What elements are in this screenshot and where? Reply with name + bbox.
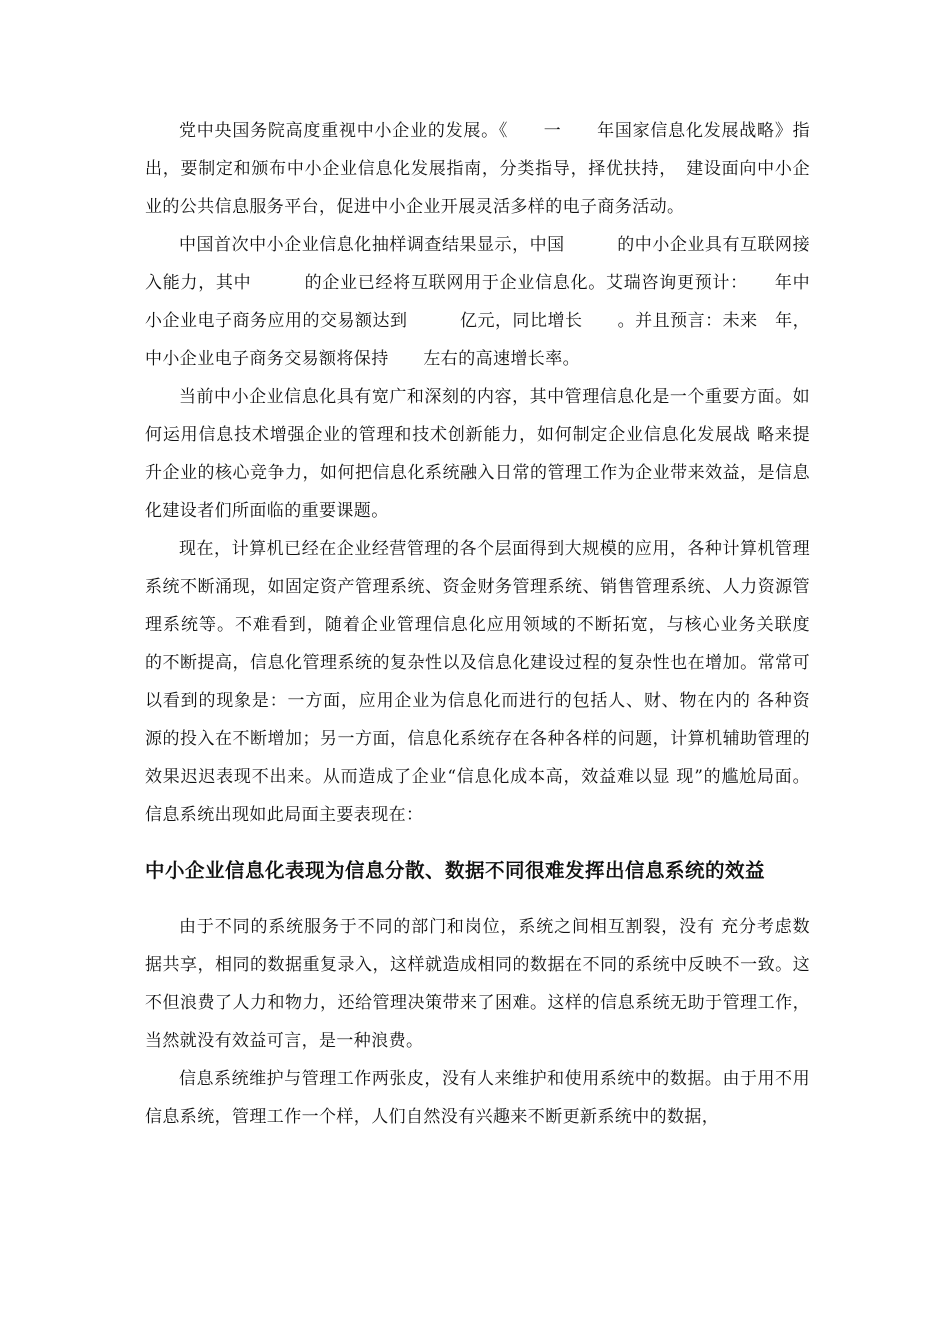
document-page xyxy=(145,112,810,1136)
paragraph-informatization-strategy: 党中央国务院高度重视中小企业的发展。《 一 年国家信息化发展战略》指出，要制定和颁布中小企业信息化发展指南，分类指导，择优扶持， 建设面向中小企业的公共信息服务平台，促进中小企业开展灵活多样的电子商务活动。 xyxy=(145,121,810,217)
paragraph-computer-systems: 现在，计算机已经在企业经营管理的各个层面得到大规模的应用，各种计算机管理系统不断涌现，如固定资产管理系统、资金财务管理系统、销售管理系统、人力资源管理系统等。不难看到，随着企业管理信息化应用领域的不断拓宽，与核心业务关联度 的不断提高，信息化管理系统的复杂性以及信息化建设过程的复杂性也在增加。常常可以看到的现象是：一方面，应用企业为信息化而进行的包括人、财、物在内的 各种资源的投入在不断增加；另一方面，信息化系统存在各种各样的问题，计算机辅助管理的效果迟迟表现不出来。从而造成了企业“信息化成本高，效益难以显 现”的尴尬局面。信息系统出现如此局面主要表现在： xyxy=(145,539,810,825)
paragraph-data-fragmentation: 由于不同的系统服务于不同的部门和岗位，系统之间相互割裂，没有 充分考虑数据共享，相同的数据重复录入，这样就造成相同的数据在不同的系统中反映不一致。这不但浪费了人力和物力，还给管理决策带来了困难。这样的信息系统无助于管理工作，当然就没有效益可言，是一种浪费。 xyxy=(145,917,810,1051)
paragraph-maintenance-disconnect: 信息系统维护与管理工作两张皮，没有人来维护和使用系统中的数据。由于用不用信息系统，管理工作一个样，人们自然没有兴趣来不断更新系统中的数据， xyxy=(145,1069,810,1127)
section-heading: 中小企业信息化表现为信息分散、数据不同很难发挥出信息系统的效益 xyxy=(145,859,766,882)
paragraph-survey-results: 中国首次中小企业信息化抽样调查结果显示，中国 的中小企业具有互联网接入能力，其中 的企业已经将互联网用于企业信息化。艾瑞咨询更预计： 年中小企业电子商务应用的交易额达到 亿元，同比增长 。并且预言：未来 年，中小企业电子商务交易额将保持 左右的高速增长率。 xyxy=(145,235,810,369)
paragraph-management-informatization: 当前中小企业信息化具有宽广和深刻的内容，其中管理信息化是一个重要方面。如何运用信息技术增强企业的管理和技术创新能力，如何制定企业信息化发展战 略来提升企业的核心竞争力，如何把信息化系统融入日常的管理工作为企业带来效益，是信息化建设者们所面临的重要课题。 xyxy=(145,387,810,521)
